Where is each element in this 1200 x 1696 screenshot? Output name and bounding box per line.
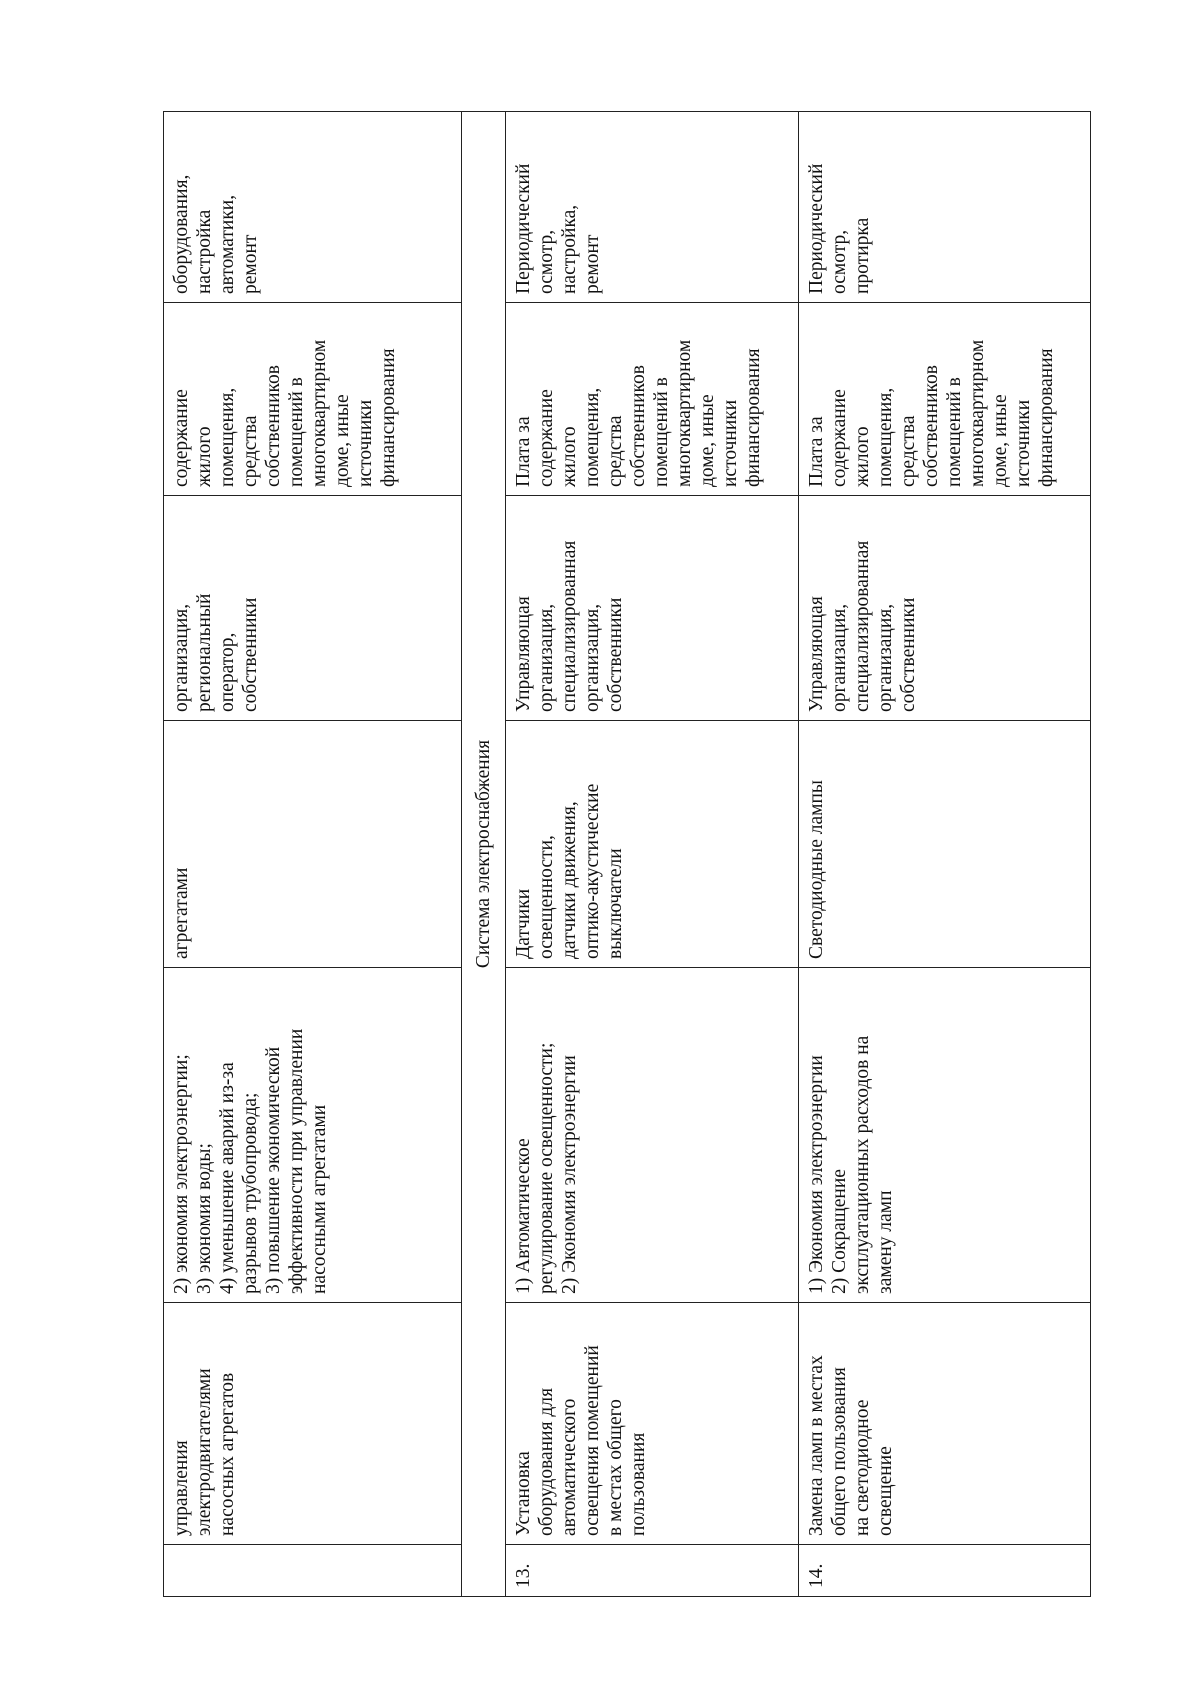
cell-text-line: настройка (194, 209, 215, 294)
cell-executor (164, 496, 462, 721)
rotated-table-wrapper (163, 112, 1090, 1597)
cell-text-line: Датчики (513, 888, 534, 959)
cell-funding (799, 303, 1091, 496)
cell-number (164, 1545, 462, 1597)
cell-text-line: насосных агрегатов (217, 1372, 238, 1536)
cell-text-line: автоматического (559, 1398, 580, 1536)
cell-text-line: средства (240, 415, 261, 487)
cell-text-line: освещение (875, 1446, 896, 1536)
cell-text-line: 1) Экономия электроэнергии (806, 1055, 827, 1294)
cell-text-line: настройка, (559, 204, 580, 294)
cell-text-line: средства (605, 415, 626, 487)
cell-text-line: жилого (852, 426, 873, 487)
cell-text-line: собственников (628, 365, 649, 487)
cell-text-line: собственники (240, 597, 261, 712)
cell-text-line: специализированная (559, 540, 580, 712)
cell-text-line: управления (171, 1440, 192, 1536)
table-row (799, 112, 1091, 1597)
cell-text-line: эффективности при управлении (286, 1028, 307, 1294)
cell-text-line: электродвигателями (194, 1368, 215, 1536)
table-row-continued (164, 112, 462, 1597)
cell-funding (164, 303, 462, 496)
cell-text-line: протирка (852, 217, 873, 294)
document-page (163, 112, 1090, 1597)
cell-text-line: помещения, (875, 387, 896, 487)
cell-text-line: оператор, (217, 632, 238, 712)
cell-text-line: собственники (605, 597, 626, 712)
cell-text-line: жилого (559, 426, 580, 487)
cell-text-line: датчики движения, (559, 801, 580, 959)
cell-executor (506, 496, 799, 721)
cell-text-line: собственников (921, 365, 942, 487)
cell-number: 13. (506, 1545, 799, 1597)
cell-text-line: Периодический (806, 163, 827, 294)
cell-text-line: финансирования (1036, 348, 1057, 487)
cell-text-line: помещений в (286, 377, 307, 487)
cell-text-line: Периодический (513, 163, 534, 294)
cell-text-line: источники (1013, 399, 1034, 487)
cell-text-line: специализированная (852, 540, 873, 712)
cell-text-line: организация, (536, 603, 557, 712)
cell-text-line: в местах общего (605, 1399, 626, 1536)
section-row (462, 112, 506, 1597)
cell-text-line: осмотр, (829, 229, 850, 294)
cell-effect (799, 968, 1091, 1303)
cell-text-line: помещений в (944, 377, 965, 487)
cell-text-line: Установка (513, 1451, 534, 1536)
cell-text-line: 1) Автоматическое (513, 1138, 534, 1294)
cell-equipment (506, 721, 799, 968)
cell-text-line: многоквартирном (967, 339, 988, 487)
cell-executor (799, 496, 1091, 721)
cell-maintenance (799, 112, 1091, 303)
cell-text-line: Управляющая (513, 596, 534, 712)
cell-text-line: пользования (628, 1432, 649, 1536)
cell-text-line: финансирования (378, 348, 399, 487)
cell-equipment (164, 721, 462, 968)
cell-text-line: региональный (194, 593, 215, 712)
cell-maintenance (164, 112, 462, 303)
cell-text-line: Светодиодные лампы (806, 779, 827, 959)
cell-effect (164, 968, 462, 1303)
cell-text-line: 2) Экономия электроэнергии (559, 1055, 580, 1294)
cell-text-line: Управляющая (806, 596, 827, 712)
cell-text-line: насосными агрегатами (309, 1104, 330, 1294)
cell-text-line: доме, иные (990, 394, 1011, 487)
cell-text-line: содержание (171, 389, 192, 487)
cell-text-line: организация, (875, 603, 896, 712)
cell-text-line: Плата за (513, 416, 534, 487)
cell-text-line: оптико-акустические (582, 783, 603, 959)
cell-maintenance (506, 112, 799, 303)
cell-text-line: ремонт (582, 234, 603, 294)
cell-text-line: агрегатами (171, 867, 192, 959)
cell-text-line: доме, иные (332, 394, 353, 487)
cell-text-line: оборудования для (536, 1387, 557, 1536)
cell-text-line: содержание (829, 389, 850, 487)
cell-text-line: многоквартирном (674, 339, 695, 487)
cell-text-line: содержание (536, 389, 557, 487)
cell-text-line: финансирования (743, 348, 764, 487)
cell-text-line: средства (898, 415, 919, 487)
cell-text-line: 2) экономия электроэнергии; (171, 1054, 192, 1294)
cell-text-line: Замена ламп в местах (806, 1355, 827, 1536)
cell-measure (164, 1303, 462, 1545)
cell-text-line: помещения, (582, 387, 603, 487)
cell-measure (506, 1303, 799, 1545)
cell-number: 14. (799, 1545, 1091, 1597)
cell-text-line: 4) уменьшение аварий из-за (217, 1062, 238, 1294)
cell-funding (506, 303, 799, 496)
measures-table (163, 111, 1091, 1597)
cell-text-line: регулирование освещенности; (536, 1042, 557, 1294)
cell-equipment (799, 721, 1091, 968)
cell-text-line: организация, (171, 603, 192, 712)
cell-text-line: источники (720, 399, 741, 487)
cell-text-line: доме, иные (697, 394, 718, 487)
cell-text-line: собственники (898, 597, 919, 712)
cell-text-line: ремонт (240, 234, 261, 294)
cell-text-line: общего пользования (829, 1367, 850, 1536)
cell-text-line: собственников (263, 365, 284, 487)
cell-text-line: многоквартирном (309, 339, 330, 487)
cell-text-line: выключатели (605, 848, 626, 959)
cell-text-line: организация, (829, 603, 850, 712)
cell-text-line: разрывов трубопровода; (240, 1092, 261, 1294)
cell-text-line: эксплуатационных расходов на (852, 1035, 873, 1294)
cell-text-line: освещения помещений (582, 1345, 603, 1536)
cell-text-line: 3) экономия воды; (194, 1143, 215, 1294)
cell-text-line: жилого (194, 426, 215, 487)
cell-text-line: замену ламп (875, 1190, 896, 1294)
table-row (506, 112, 799, 1597)
cell-text-line: помещения, (217, 387, 238, 487)
cell-effect (506, 968, 799, 1303)
cell-text-line: освещенности, (536, 835, 557, 959)
cell-text-line: помещений в (651, 377, 672, 487)
cell-text-line: осмотр, (536, 229, 557, 294)
cell-text-line: 3) повышение экономической (263, 1046, 284, 1294)
section-title: Система электроснабжения (462, 112, 506, 1597)
cell-text-line: организация, (582, 603, 603, 712)
cell-text-line: на светодиодное (852, 1399, 873, 1536)
cell-text-line: источники (355, 399, 376, 487)
cell-measure (799, 1303, 1091, 1545)
cell-text-line: 2) Сокращение (829, 1169, 850, 1294)
cell-text-line: автоматики, (217, 194, 238, 294)
cell-text-line: оборудования, (171, 174, 192, 294)
cell-text-line: Плата за (806, 416, 827, 487)
